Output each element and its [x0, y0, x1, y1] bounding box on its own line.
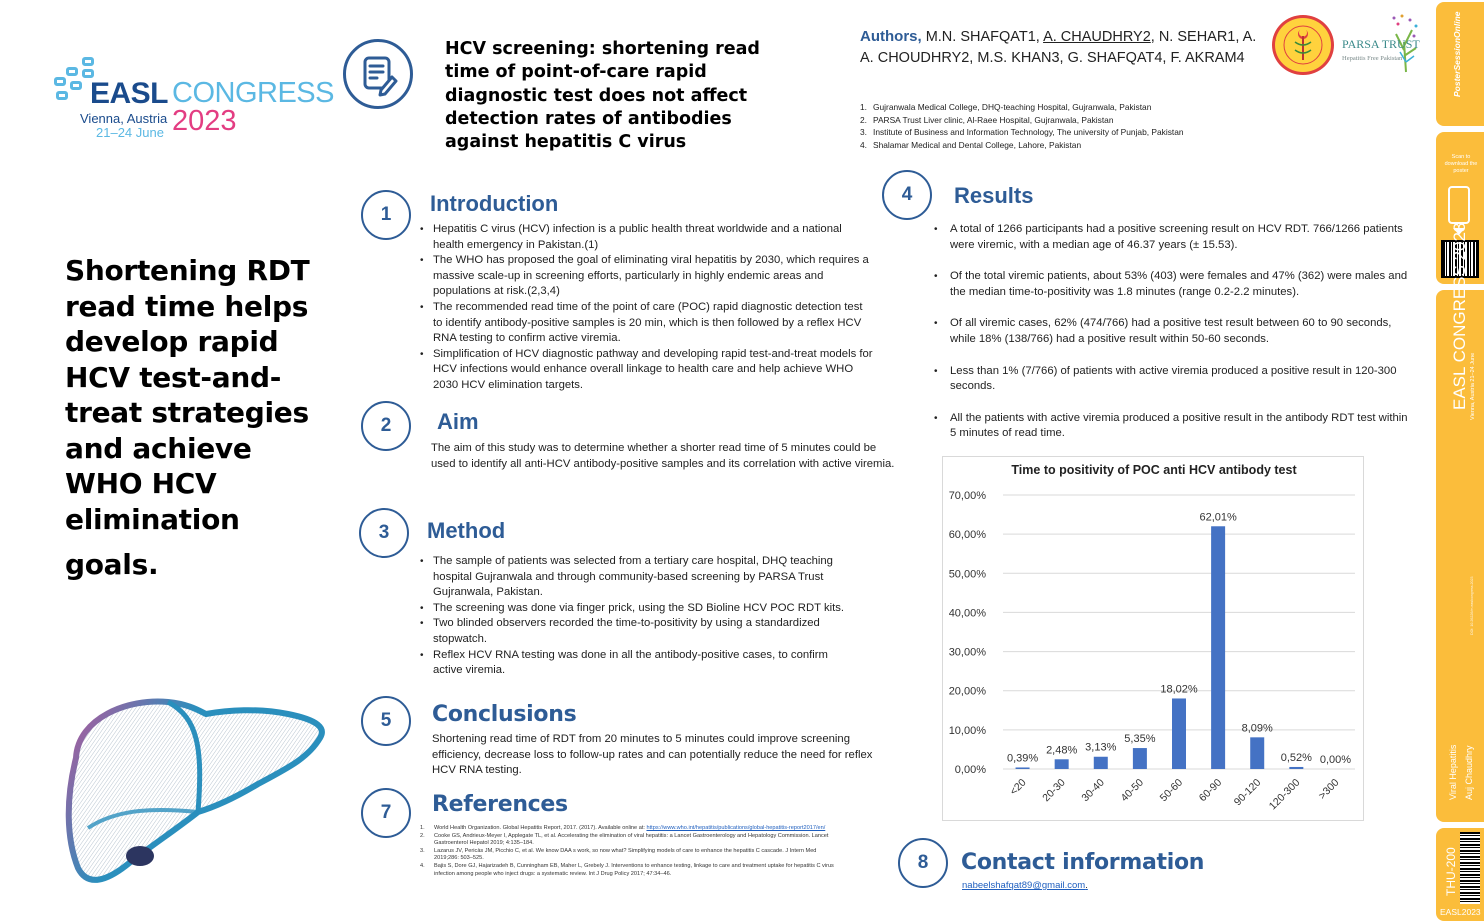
affiliation-item: 2. PARSA Trust Liver clinic, Al-Raee Hospital, Gujranwala, Pakistan — [860, 114, 1114, 125]
list-item: • A total of 1266 participants had a positive screening result on HCV RDT. 766/1266 patients were viremic, with a median age of 46.37 years (± 15.53). — [934, 222, 1414, 253]
sidebar-congress — [1436, 222, 1484, 822]
logo-year: 2023 — [172, 105, 237, 137]
sidebar-poster-id — [1436, 828, 1484, 921]
dhq-hospital-logo — [1272, 15, 1334, 75]
sidebar-congress-text: EASL CONGRESS 2023 — [1450, 222, 1469, 410]
affiliation-item: 4. Shalamar Medical and Dental College, Lahore, Pakistan — [860, 140, 1082, 151]
section-number-7: 7 — [361, 788, 411, 838]
logo-brand: EASL — [90, 77, 169, 110]
list-item: • Reflex HCV RNA testing was done in all the antibody-positive cases, to confirm active viremia. — [420, 648, 860, 679]
data-label: 3,13% — [1085, 741, 1117, 754]
section-number-4: 4 — [882, 170, 932, 220]
references-list — [420, 825, 840, 878]
list-item: • Of all viremic cases, 62% (474/766) had a positive test result between 60 to 90 seconds, while 18% (138/766) had a positive result within 50-60 seconds. — [934, 316, 1414, 347]
data-label: 18,02% — [1160, 683, 1198, 696]
presenting-author: A. CHAUDHRY2 — [1043, 29, 1151, 45]
key-message: Shortening RDT read time helps develop rapid HCV test-and-treat strategies and achieve WHO HCV elimination goals. — [65, 254, 310, 581]
x-tick-label: 120-300 — [1266, 776, 1303, 813]
section-number-2: 2 — [361, 401, 411, 451]
data-label: 5,35% — [1124, 733, 1156, 746]
bar — [1172, 698, 1186, 769]
barcode — [1460, 832, 1480, 904]
authors-post: , N. SEHAR1, A. A. CHOUDHRY2, M.S. KHAN3, G. SHAFQAT4, F. AKRAM4 — [860, 29, 1257, 66]
bar — [1250, 737, 1264, 769]
x-tick-label: 90-120 — [1231, 776, 1264, 809]
list-item: • Hepatitis C virus (HCV) infection is a public health threat worldwide and a national health emergency in Pakistan.(1) — [420, 222, 875, 253]
list-item: • All the patients with active viremia produced a positive result in the antibody RDT test within 5 minutes of read time. — [934, 411, 1414, 442]
method-title: Method — [427, 518, 506, 543]
y-tick-label: 20,00% — [948, 685, 986, 698]
liver-illustration — [58, 688, 328, 888]
document-edit-icon — [343, 39, 413, 109]
section-number-1: 1 — [361, 190, 411, 240]
list-item: • Simplification of HCV diagnostic pathway and developing rapid test-and-treat models for HCV infections would enhance overall linkage to health care and help achieve WHO 2030 HCV elimination targets. — [420, 347, 875, 394]
data-label: 2,48% — [1046, 744, 1078, 757]
affiliation-item: 3. Institute of Business and Information Technology, The university of Punjab, Pakistan — [860, 127, 1184, 138]
section-number-5: 5 — [361, 696, 411, 746]
authors-label: Authors, — [860, 28, 922, 45]
method-bullets — [420, 554, 860, 679]
x-tick-label: >300 — [1316, 776, 1342, 802]
list-item: • Of the total viremic patients, about 53% (403) were females and 47% (362) were males and the median time-to-positivity was 1.8 minutes (range 0.2-2.2 minutes). — [934, 269, 1414, 300]
y-tick-label: 50,00% — [948, 568, 986, 581]
y-tick-label: 70,00% — [948, 490, 986, 502]
data-label: 0,52% — [1280, 751, 1312, 764]
x-tick-label: 20-30 — [1040, 776, 1068, 805]
bar — [1094, 757, 1108, 769]
hex-icon — [82, 57, 94, 66]
results-bullets — [934, 222, 1414, 458]
list-item: • The sample of patients was selected from a tertiary care hospital, DHQ teaching hospital Gujranwala and through community-based screening by PARSA Trust Gujranwala, Pakistan. — [420, 554, 860, 601]
parsa-name: PARSA TRUST — [1342, 37, 1420, 51]
y-tick-label: 40,00% — [948, 607, 986, 620]
bar — [1289, 767, 1303, 769]
reference-item: 3. Lazarus JV, Pericàs JM, Picchio C, et al. We know DAA s work, so now what? Simplifying models of care to enhance the hepatitis C cascade. J Intern Med 2019;286: 503–525. — [420, 847, 817, 862]
y-tick-label: 10,00% — [948, 724, 986, 737]
y-tick-label: 0,00% — [954, 764, 986, 776]
y-tick-label: 60,00% — [948, 529, 986, 542]
chart-title: Time to positivity of POC anti HCV antibody test — [1011, 463, 1297, 477]
easl-congress-logo — [52, 55, 334, 145]
category-text: Viral Hepatitis — [1448, 744, 1458, 800]
data-label: 8,09% — [1241, 722, 1273, 735]
reference-link[interactable]: https://www.who.int/hepatitis/publications/global-hepatitis-report2017/en/ — [646, 825, 826, 831]
data-label: 0,39% — [1006, 752, 1039, 765]
authors — [860, 26, 1260, 69]
section-number-3: 3 — [359, 508, 409, 558]
section-number-8: 8 — [898, 838, 948, 888]
aim-title: Aim — [437, 409, 479, 434]
contact-email-row: nabeelshafqat89@gmail.com. — [962, 880, 1088, 891]
sidebar-congress-sub: Vienna, Austria 21–24 June — [1470, 352, 1476, 420]
poster-session-logo: PosterSessionOnline — [1452, 11, 1462, 97]
hex-icon — [66, 67, 78, 76]
list-item: • Two blinded observers recorded the time-to-positivity by using a standardized stopwatch. — [420, 616, 860, 647]
contact-email-link[interactable]: nabeelshafqat89@gmail.com — [962, 880, 1086, 891]
references-title: References — [432, 792, 568, 817]
introduction-bullets — [420, 222, 875, 394]
presenter-text: Auj Chaudhry — [1464, 745, 1474, 800]
logo-city: Vienna, Austria — [80, 111, 168, 126]
conclusions-text: Shortening read time of RDT from 20 minutes to 5 minutes could improve screening efficiency, decrease loss to follow-up rates and can potentially reduce the need for reflex HCV RNA testing. — [432, 733, 873, 777]
bar — [1133, 748, 1147, 769]
x-tick-label: 50-60 — [1157, 776, 1186, 805]
bar — [1016, 767, 1030, 769]
reference-item: 2. Cooke GS, Andrieux-Meyer I, Applegate TL, et al. Accelerating the elimination of viral hepatitis: a Lancet Gastroenterology and Hepatology Commission. Lancet Gastroenterol Hepatol 2019; 4:135–184. — [420, 832, 829, 847]
parsa-tagline: Hepatitis Free Pakistan — [1342, 55, 1403, 62]
x-tick-label: 30-40 — [1079, 776, 1107, 805]
chart-svg — [943, 457, 1365, 822]
list-item: • The WHO has proposed the goal of eliminating viral hepatitis by 2030, which requires a massive scale-up in screening efforts, particularly in highly endemic areas and populations at risk.(2,3,4) — [420, 253, 875, 300]
y-tick-label: 30,00% — [948, 646, 986, 659]
hex-icon — [54, 77, 66, 86]
x-tick-label: 40-50 — [1118, 776, 1147, 805]
reference-item: 1. World Health Organization. Global Hepatitis Report, 2017. (2017). Available online at: https://www.who.int/hepatitis/publications/global-hepatitis-report2017/en/ — [420, 825, 826, 831]
results-title: Results — [954, 183, 1034, 208]
conclusions-title: Conclusions — [432, 702, 577, 727]
bar — [1055, 759, 1069, 769]
affiliation-item: 1. Gujranwala Medical College, DHQ-teaching Hospital, Gujranwala, Pakistan — [860, 102, 1152, 112]
scan-text: Scan to download the poster — [1444, 154, 1478, 174]
contact-title: Contact information — [961, 850, 1205, 875]
hex-icon — [70, 81, 82, 90]
doi-text: DOI: 10.26226/m.easlcongress.2023 — [1470, 576, 1474, 635]
logo-dates: 21–24 June — [96, 125, 164, 140]
affiliations — [860, 101, 1280, 152]
phone-icon — [1448, 186, 1470, 224]
list-item: • The screening was done via finger prick, using the SD Bioline HCV POC RDT kits. — [420, 601, 860, 617]
x-tick-label: <20 — [1007, 776, 1029, 798]
list-item: • The recommended read time of the point of care (POC) rapid diagnostic detection test to identify antibody-positive samples is 20 min, which is then followed by a reflex HCV RNA testing to confirm active viremia. — [420, 300, 875, 347]
data-label: 62,01% — [1199, 511, 1237, 524]
aim-text: The aim of this study was to determine whether a shorter read time of 5 minutes could be used to identify all anti-HCV antibody-positive samples and its correlation with active viremia. — [431, 442, 895, 470]
data-label: 0,00% — [1319, 754, 1352, 766]
poster-id: THU-200 — [1444, 847, 1458, 896]
x-tick-label: 60-90 — [1196, 776, 1225, 805]
introduction-title: Introduction — [430, 191, 559, 216]
sidebar-footer: EASL2023 — [1440, 907, 1481, 917]
parsa-trust-logo — [1340, 12, 1420, 74]
poster-title: HCV screening: shortening read time of point-of-care rapid diagnostic test does not affect detection rates of antibodies against hepatitis C virus — [445, 39, 760, 153]
time-to-positivity-chart — [942, 456, 1364, 821]
reference-item: 4. Bajis S, Dore GJ, Hajarizadeh B, Cunningham EB, Maher L, Grebely J. Interventions to enhance testing, linkage to care and treatment uptake for hepatitis C virus infection among people who inject drugs: a systematic review. Int J Drug Policy 2017; 47:34–46. — [420, 862, 834, 877]
authors-pre: M.N. SHAFQAT1, — [921, 29, 1044, 45]
list-item: • Less than 1% (7/766) of patients with active viremia produced a positive result in 120-300 seconds. — [934, 364, 1414, 395]
sidebar-poster-session[interactable] — [1436, 2, 1484, 126]
logo-event: CONGRESS — [172, 77, 334, 109]
hex-icon — [56, 91, 68, 100]
bar — [1211, 526, 1225, 769]
